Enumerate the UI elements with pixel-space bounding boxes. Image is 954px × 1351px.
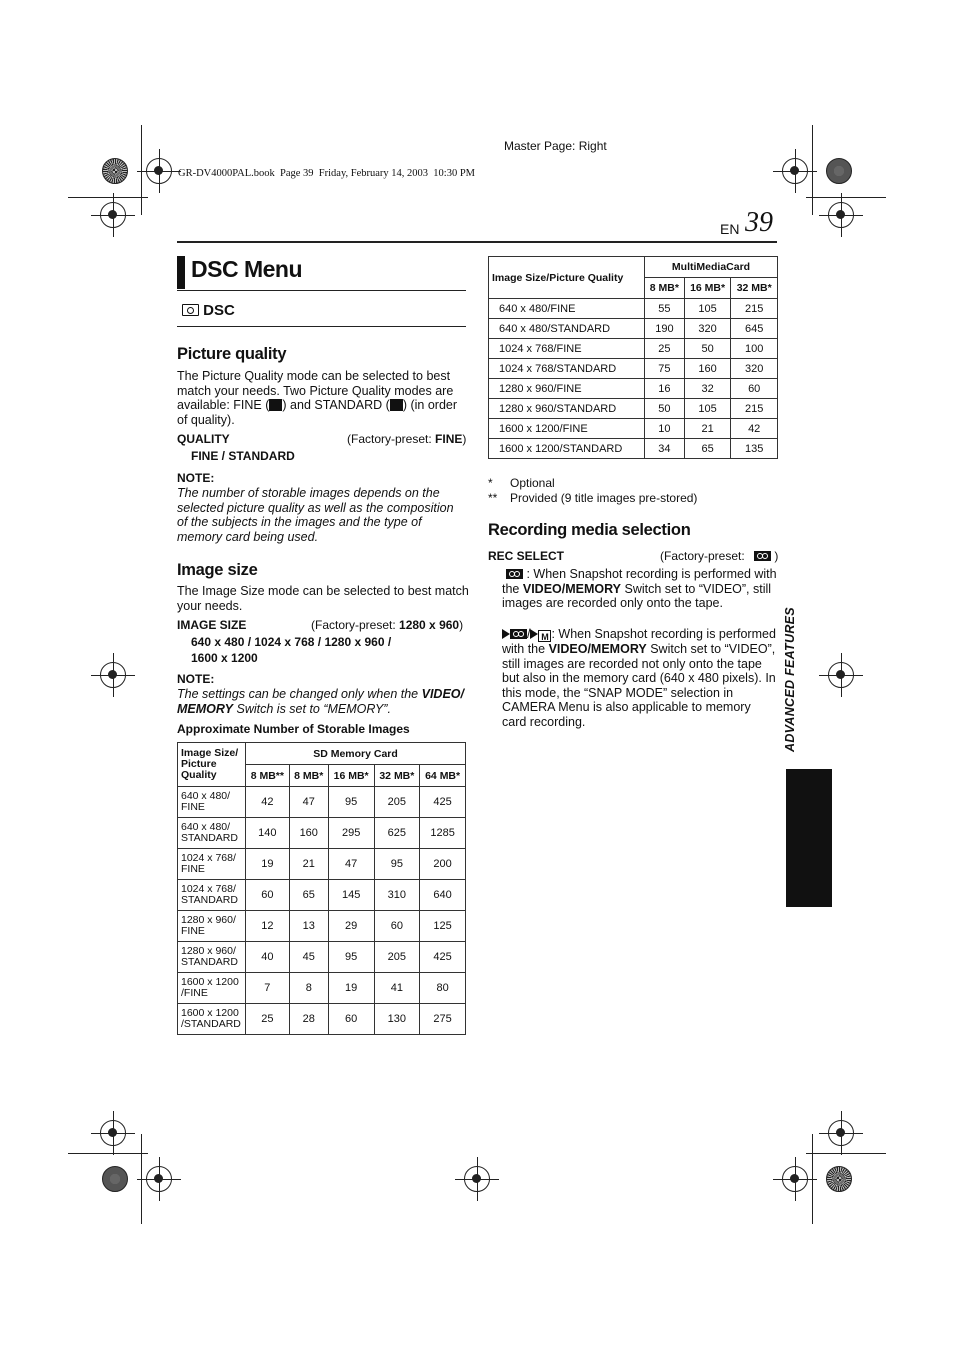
rec-option-tape (502, 567, 777, 611)
preset-suffix: ) (459, 618, 464, 632)
table-cell: 135 (731, 439, 778, 459)
table-cell: 16 (645, 379, 685, 399)
table-cell: 65 (684, 439, 731, 459)
sd-table-caption: Approximate Number of Storable Images (177, 722, 410, 736)
table-cell: 125 (420, 911, 466, 942)
registration-mark-bottom-center (464, 1166, 490, 1192)
row-label: 1280 x 960/ STANDARD (178, 942, 246, 973)
column-header: 8 MB** (246, 765, 290, 787)
table-cell: 60 (246, 880, 290, 911)
picture-quality-body (177, 369, 467, 427)
registration-mark-bottom-left (146, 1166, 172, 1192)
column-header: 8 MB* (289, 765, 328, 787)
table-row (489, 299, 778, 319)
table-cell: 42 (246, 787, 290, 818)
opt1-text-2: Switch set to “VIDEO”, still images are recorded only onto the tape. (502, 581, 772, 610)
table-cell: 145 (328, 880, 374, 911)
registration-mark-upper-left (100, 202, 126, 228)
recording-media-heading: Recording media selection (488, 521, 691, 539)
crop-line (68, 197, 148, 198)
row-label: 1600 x 1200 /FINE (178, 973, 246, 1004)
table-cell: 60 (328, 1004, 374, 1035)
color-dial-top-left (102, 158, 128, 184)
opt2-text-2: Switch set to “VIDEO”, still images are recorded not only onto the tape but also in the memory card (640 x 480 pixels). In this mode, the “SNAP MODE” selection in CAMERA Menu is also applicable to memory card recording. (502, 642, 776, 729)
table-cell: 28 (289, 1004, 328, 1035)
mmc-corner-header: Image Size/Picture Quality (489, 257, 645, 299)
table-row (489, 319, 778, 339)
title-bar (177, 256, 185, 289)
book-info: GR-DV4000PAL.book Page 39 Friday, February 14, 2003 10:30 PM (178, 168, 476, 179)
table-cell: 47 (289, 787, 328, 818)
table-cell: 425 (420, 942, 466, 973)
table-cell: 160 (684, 359, 731, 379)
is-note-bold: VIDEO/ MEMORY (177, 687, 464, 716)
row-label: 640 x 480/FINE (489, 299, 645, 319)
opt1-text-1: : When Snapshot recording is performed with the (502, 567, 777, 596)
table-row (489, 439, 778, 459)
registration-mark-mid-left (100, 662, 126, 688)
table-cell: 19 (328, 973, 374, 1004)
row-label: 1600 x 1200/FINE (489, 419, 645, 439)
table-row (489, 359, 778, 379)
mode-label (182, 302, 235, 319)
standard-quality-icon (390, 399, 403, 411)
table-cell: 34 (645, 439, 685, 459)
opt2-text-1: : When Snapshot recording is performed with the (502, 627, 776, 656)
table-row (178, 880, 466, 911)
table-cell: 645 (731, 319, 778, 339)
is-note-2: Switch is set to “MEMORY”. (233, 701, 391, 716)
crop-line (812, 1134, 813, 1224)
table-cell: 625 (374, 818, 420, 849)
quality-param: QUALITY (177, 432, 230, 446)
table-row (178, 787, 466, 818)
crop-line (806, 197, 886, 198)
master-page-label: Master Page: Right (504, 139, 607, 153)
pq-body-3: ) (in order of quality). (177, 398, 458, 427)
table-cell: 7 (246, 973, 290, 1004)
preset-prefix: (Factory-preset: (311, 618, 400, 632)
opt1-bold: VIDEO/MEMORY (522, 581, 622, 596)
table-row (489, 419, 778, 439)
mmc-group-header: MultiMediaCard (645, 257, 778, 278)
page-number: 39 (745, 207, 773, 238)
table-cell: 190 (645, 319, 685, 339)
footnote-mark: ** (488, 491, 498, 505)
rec-option-tape-and-card: / M : When Snapshot recording is performed with the VIDEO/MEMORY Switch set to “VIDEO”, still images are recorded not only onto the tape but also in the memory card (640 x 480 pixels). In this mode, the “SNAP MODE” selection in CAMERA Menu is also applicable to memory card recording. (502, 627, 776, 729)
table-cell: 32 (684, 379, 731, 399)
table-row (489, 339, 778, 359)
fine-quality-icon (269, 399, 282, 411)
table-cell: 275 (420, 1004, 466, 1035)
title-rule (177, 290, 466, 291)
table-cell: 60 (731, 379, 778, 399)
table-cell: 12 (246, 911, 290, 942)
image-size-param: IMAGE SIZE (177, 618, 247, 632)
table-cell: 50 (645, 399, 685, 419)
table-row (178, 973, 466, 1004)
picture-quality-heading: Picture quality (177, 345, 287, 363)
table-row (178, 911, 466, 942)
table-cell: 45 (289, 942, 328, 973)
color-dial-top-right (826, 158, 852, 184)
table-row (178, 849, 466, 880)
column-header: 32 MB* (374, 765, 420, 787)
column-header: 16 MB* (328, 765, 374, 787)
table-cell: 205 (374, 787, 420, 818)
registration-mark-lower-right (828, 1120, 854, 1146)
footnote-2 (488, 491, 697, 505)
table-cell: 200 (420, 849, 466, 880)
table-cell: 160 (289, 818, 328, 849)
opt2-bold: VIDEO/MEMORY (548, 642, 647, 656)
table-cell: 80 (420, 973, 466, 1004)
rec-select-preset (660, 549, 778, 563)
arrow-icon (502, 629, 510, 639)
sd-group-header: SD Memory Card (246, 743, 466, 765)
table-cell: 310 (374, 880, 420, 911)
footnote-text: Provided (9 title images pre-stored) (510, 491, 698, 505)
row-label: 1600 x 1200 /STANDARD (178, 1004, 246, 1035)
side-tab-block (786, 769, 832, 907)
row-label: 640 x 480/STANDARD (489, 319, 645, 339)
table-cell: 320 (731, 359, 778, 379)
preset-prefix: (Factory-preset: (660, 549, 749, 563)
row-label: 1280 x 960/STANDARD (489, 399, 645, 419)
table-cell: 8 (289, 973, 328, 1004)
image-size-options-1: 640 x 480 / 1024 x 768 / 1280 x 960 / (191, 635, 392, 649)
column-header: 8 MB* (645, 278, 685, 299)
registration-mark-upper-right (828, 202, 854, 228)
is-note-label: NOTE: (177, 672, 215, 686)
pq-body-2: ) and STANDARD ( (282, 398, 390, 412)
mode-rule (177, 326, 466, 327)
color-dial-bottom-right (826, 1166, 852, 1192)
row-label: 1280 x 960/ FINE (178, 911, 246, 942)
quality-preset (347, 432, 466, 446)
memory-card-icon: M (538, 630, 551, 642)
footnote-1 (488, 476, 555, 490)
row-label: 1024 x 768/ STANDARD (178, 880, 246, 911)
crop-line (812, 125, 813, 215)
column-header: 32 MB* (731, 278, 778, 299)
registration-mark-top-right (782, 158, 808, 184)
table-cell: 47 (328, 849, 374, 880)
mode-label-text: DSC (203, 302, 235, 319)
language-code: EN (720, 221, 740, 237)
crop-line (68, 1153, 148, 1154)
table-cell: 95 (328, 942, 374, 973)
table-cell: 640 (420, 880, 466, 911)
page-title: DSC Menu (191, 256, 302, 282)
table-row (178, 1004, 466, 1035)
row-label: 1600 x 1200/STANDARD (489, 439, 645, 459)
camera-icon (182, 304, 199, 316)
is-note-1: The settings can be changed only when the (177, 687, 422, 701)
table-cell: 215 (731, 299, 778, 319)
row-label: 1024 x 768/ FINE (178, 849, 246, 880)
row-label: 640 x 480/ FINE (178, 787, 246, 818)
table-cell: 95 (328, 787, 374, 818)
registration-mark-mid-right (828, 662, 854, 688)
table-cell: 105 (684, 299, 731, 319)
footnote-mark: * (488, 476, 493, 490)
table-cell: 140 (246, 818, 290, 849)
registration-mark-lower-left (100, 1120, 126, 1146)
header-rule (177, 241, 777, 243)
table-cell: 95 (374, 849, 420, 880)
preset-value: FINE (435, 432, 463, 446)
table-cell: 65 (289, 880, 328, 911)
rec-select-param: REC SELECT (488, 549, 565, 563)
table-cell: 130 (374, 1004, 420, 1035)
table-row (178, 818, 466, 849)
table-cell: 42 (731, 419, 778, 439)
table-cell: 295 (328, 818, 374, 849)
table-cell: 21 (289, 849, 328, 880)
image-size-heading: Image size (177, 561, 258, 579)
sd-corner-header: Image Size/ Picture Quality (178, 743, 246, 787)
row-label: 640 x 480/ STANDARD (178, 818, 246, 849)
table-cell: 13 (289, 911, 328, 942)
table-row (489, 379, 778, 399)
table-cell: 41 (374, 973, 420, 1004)
row-label: 1024 x 768/FINE (489, 339, 645, 359)
preset-value: 1280 x 960 (399, 618, 460, 632)
color-dial-bottom-left (102, 1166, 128, 1192)
preset-prefix: (Factory-preset: (347, 432, 436, 446)
is-note-text (177, 687, 469, 716)
tape-icon (510, 629, 527, 639)
quality-options: FINE / STANDARD (191, 449, 295, 463)
mmc-table (488, 256, 778, 459)
table-cell: 215 (731, 399, 778, 419)
table-cell: 25 (645, 339, 685, 359)
footnote-text: Optional (510, 476, 555, 490)
crop-line (141, 1134, 142, 1224)
column-header: 16 MB* (684, 278, 731, 299)
table-row (489, 399, 778, 419)
registration-mark-top-left (146, 158, 172, 184)
side-tab-label: ADVANCED FEATURES (783, 607, 797, 752)
table-cell: 55 (645, 299, 685, 319)
table-cell: 19 (246, 849, 290, 880)
image-size-preset (311, 618, 463, 632)
row-label: 1024 x 768/STANDARD (489, 359, 645, 379)
arrow-icon (530, 629, 538, 639)
row-label: 1280 x 960/FINE (489, 379, 645, 399)
preset-suffix: ) (774, 549, 779, 563)
tape-icon (754, 551, 771, 561)
crop-line (806, 1153, 886, 1154)
table-cell: 425 (420, 787, 466, 818)
table-cell: 21 (684, 419, 731, 439)
preset-suffix: ) (462, 432, 467, 446)
pq-note-label: NOTE: (177, 471, 215, 485)
table-cell: 50 (684, 339, 731, 359)
table-cell: 100 (731, 339, 778, 359)
table-cell: 205 (374, 942, 420, 973)
table-cell: 320 (684, 319, 731, 339)
crop-line (141, 125, 142, 215)
table-cell: 29 (328, 911, 374, 942)
table-cell: 25 (246, 1004, 290, 1035)
table-cell: 40 (246, 942, 290, 973)
table-cell: 105 (684, 399, 731, 419)
pq-note-text: The number of storable images depends on the selected picture quality as well as the composition of the subjects in the images and the type of memory card being used. (177, 486, 454, 544)
table-cell: 1285 (420, 818, 466, 849)
sd-memory-table (177, 742, 466, 1035)
table-cell: 75 (645, 359, 685, 379)
table-row (178, 942, 466, 973)
pq-body-1: The Picture Quality mode can be selected to best match your needs. Two Picture Quality modes are available: FINE ( (177, 369, 454, 412)
table-cell: 60 (374, 911, 420, 942)
registration-mark-bottom-right (782, 1166, 808, 1192)
column-header: 64 MB* (420, 765, 466, 787)
image-size-options-2: 1600 x 1200 (191, 651, 258, 665)
image-size-body: The Image Size mode can be selected to best match your needs. (177, 584, 469, 613)
table-cell: 10 (645, 419, 685, 439)
tape-icon (506, 569, 523, 579)
